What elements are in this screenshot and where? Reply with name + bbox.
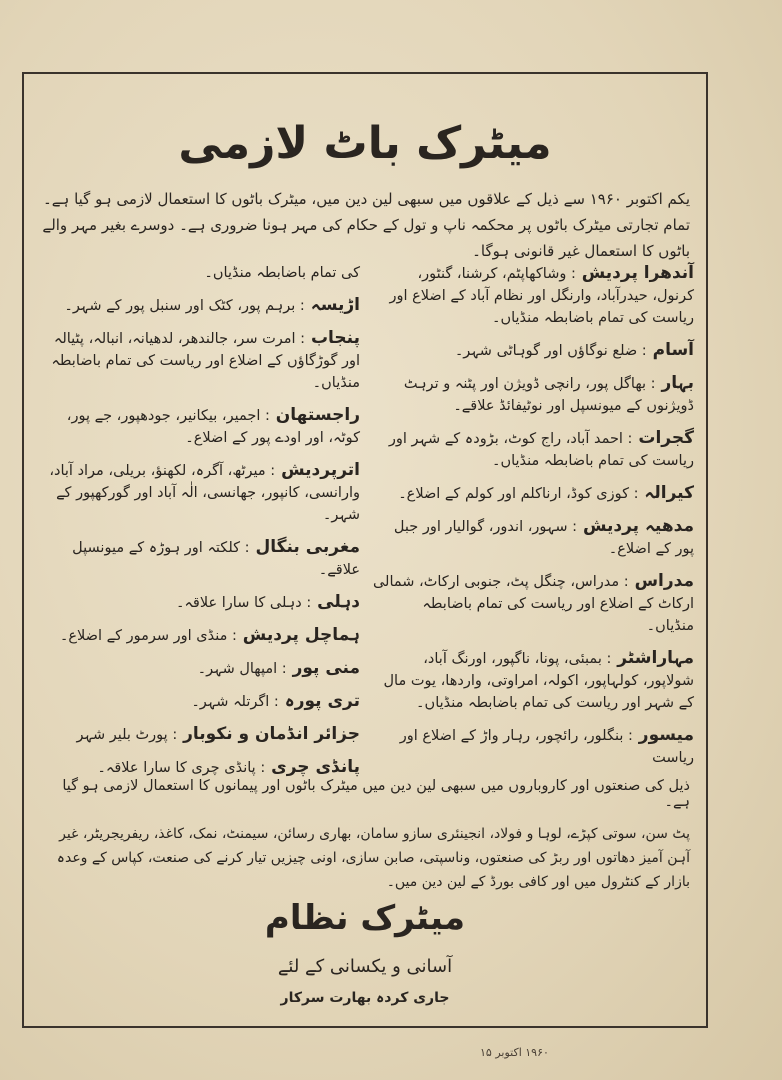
state-entry: [372, 339, 694, 362]
state-areas: : مدراس، چنگل پٹ، جنوبی ارکاٹ، شمالی ارکاٹ کے اضلاع اور ریاست کی تمام باضابطہ منڈیاں۔: [372, 574, 694, 634]
state-areas: : بنگلور، رائچور، رہار واڑ کے اضلاع اور ریاست: [399, 728, 694, 766]
industries-intro: ذیل کی صنعتوں اور کاروباروں میں سبھی لین دین میں میٹرک باٹوں اور پیمانوں کا استعمال لازمی ہو گیا ہے۔: [62, 778, 690, 810]
state-areas: : بمبئی، پونا، ناگپور، اورنگ آباد، شولاپور، کولہاپور، اکولہ، امراوتی، واردھا، یوت مال کے شہر اور ریاست کی تمام باضابطہ منڈیاں۔: [383, 651, 694, 711]
state-name: پانڈی چری: [265, 757, 360, 777]
state-areas: : میرٹھ، آگرہ، لکھنؤ، بریلی، مراد آباد، وارانسی، کانپور، جھانسی، الٰہ آباد اور گورکھپور کے شہر۔: [49, 463, 360, 523]
state-areas: : دہلی کا سارا علاقہ۔: [175, 595, 312, 611]
state-areas: کی تمام باضابطہ منڈیاں۔: [204, 265, 360, 281]
state-name: مدراس: [628, 571, 694, 591]
state-entry: [38, 591, 360, 614]
state-name: اڑیسہ: [304, 295, 360, 315]
state-name: پنجاب: [305, 328, 360, 348]
state-name: راجستھان: [269, 405, 360, 425]
state-areas: : پانڈی چری کا سارا علاقہ۔: [97, 760, 266, 776]
state-entry: [38, 657, 360, 680]
metric-system-heading: میٹرک نظام: [264, 898, 466, 938]
state-name: مدھیہ پردیش: [577, 516, 694, 536]
state-entry: [38, 294, 360, 317]
headline: میٹرک باٹ لازمی: [178, 118, 552, 169]
state-areas: : وشاکھاپٹم، کرشنا، گنٹور، کرنول، حیدرآباد، وارنگل اور نظام آباد کے اضلاع اور ریاست کی تمام باضابطہ منڈیاں۔: [389, 266, 694, 326]
state-entry: [38, 404, 360, 449]
state-areas: : پورٹ بلیر شہر: [76, 727, 178, 743]
state-areas: : سہور، اندور، گوالیار اور جبل پور کے اضلاع۔: [393, 519, 694, 557]
state-entry: [372, 647, 694, 714]
state-areas: : احمد آباد، راج کوٹ، بڑودہ کے شہر اور ریاست کی تمام باضابطہ منڈیاں۔: [388, 431, 694, 469]
state-entry: [372, 570, 694, 637]
state-areas: : منڈی اور سرمور کے اضلاع۔: [59, 628, 237, 644]
state-name: گجرات: [632, 428, 694, 448]
state-name: دہلی: [311, 592, 360, 612]
state-entry: [38, 459, 360, 526]
state-areas: : امرت سر، جالندھر، لدھیانہ، انبالہ، پٹیالہ اور گوڑگاؤں کے اضلاع اور ریاست کی تمام باضابطہ منڈیاں۔: [51, 331, 360, 391]
state-areas: : ضلع نوگاؤں اور گوہاٹی شہر۔: [454, 343, 647, 359]
state-entry: [372, 724, 694, 769]
page-footer: ۱۹۶۰ اکتوبر ۱۵: [480, 1046, 549, 1059]
state-areas: : امپھال شہر۔: [197, 661, 287, 677]
state-entry: [38, 327, 360, 394]
industries-list: پٹ سن، سوتی کپڑے، لوہا و فولاد، انجینئری سازو سامان، بھاری رسائن، سیمنٹ، نمک، کاغذ، ریفریجریٹر، غیر آہن آمیز دھاتوں اور ربڑ کی صنعتوں، وناسپتی، صابن سازی، اونی چیزیں تیار کرنے کی صنعت، کپاس کے وعدہ بازار کے کنٹرول میں اور کافی بورڈ کے لین دین میں۔: [56, 826, 690, 890]
state-entry: [372, 482, 694, 505]
state-areas: : اگرتلہ شہر۔: [191, 694, 279, 710]
issuer-line: جاری کردہ بھارت سرکار: [280, 990, 450, 1006]
state-name: منی پور: [286, 658, 360, 678]
tagline: آسانی و یکسانی کے لئے: [277, 956, 453, 977]
state-name: آندھرا پردیش: [575, 263, 694, 283]
state-entry: [38, 690, 360, 713]
state-entry: [372, 515, 694, 560]
state-name: آسام: [646, 340, 694, 360]
state-entry: [38, 262, 360, 284]
state-areas: : بھاگل پور، رانچی ڈویژن اور پٹنہ و ترہٹ ڈویژنوں کے میونسپل اور نوٹیفائڈ علاقے۔: [403, 376, 694, 414]
intro-paragraph: یکم اکتوبر ۱۹۶۰ سے ذیل کے علاقوں میں سبھی لین دین میں، میٹرک باٹوں کا استعمال لازمی ہو گیا ہے۔ تمام تجارتی میٹرک باٹوں پر محکمہ ناپ و تول کے حکام کی مہر ہونا ضروری ہے۔ دوسرے بغیر مہر والے باٹوں کا استعمال غیر قانونی ہوگا۔: [42, 190, 690, 260]
right-column: [372, 262, 694, 779]
state-areas: : کوزی کوڈ، ارناکلم اور کولم کے اضلاع۔: [398, 486, 639, 502]
state-name: ہماچل پردیش: [236, 625, 360, 645]
state-name: جزائر انڈمان و نکوبار: [177, 724, 360, 744]
state-entry: [372, 262, 694, 329]
state-name: مہاراشٹر: [611, 648, 694, 668]
state-areas: : اجمیر، بیکانیر، جودھپور، جے پور، کوٹہ، اور اودے پور کے اضلاع۔: [66, 408, 360, 446]
state-areas: : برہم پور، کٹک اور سنبل پور کے شہر۔: [64, 298, 305, 314]
state-name: کیرالہ: [638, 483, 694, 503]
left-column: [38, 262, 360, 789]
state-entry: [372, 372, 694, 417]
state-entry: [38, 536, 360, 581]
state-name: بہار: [655, 373, 694, 393]
state-name: اترپردیش: [275, 460, 360, 480]
state-entry: [372, 427, 694, 472]
state-entry: [38, 723, 360, 746]
state-name: میسور: [632, 725, 694, 745]
state-name: مغربی بنگال: [249, 537, 360, 557]
state-areas: : کلکتہ اور ہوڑہ کے میونسپل علاقے۔: [72, 540, 360, 578]
state-name: تری پورہ: [278, 691, 360, 711]
state-entry: [38, 756, 360, 779]
state-entry: [38, 624, 360, 647]
